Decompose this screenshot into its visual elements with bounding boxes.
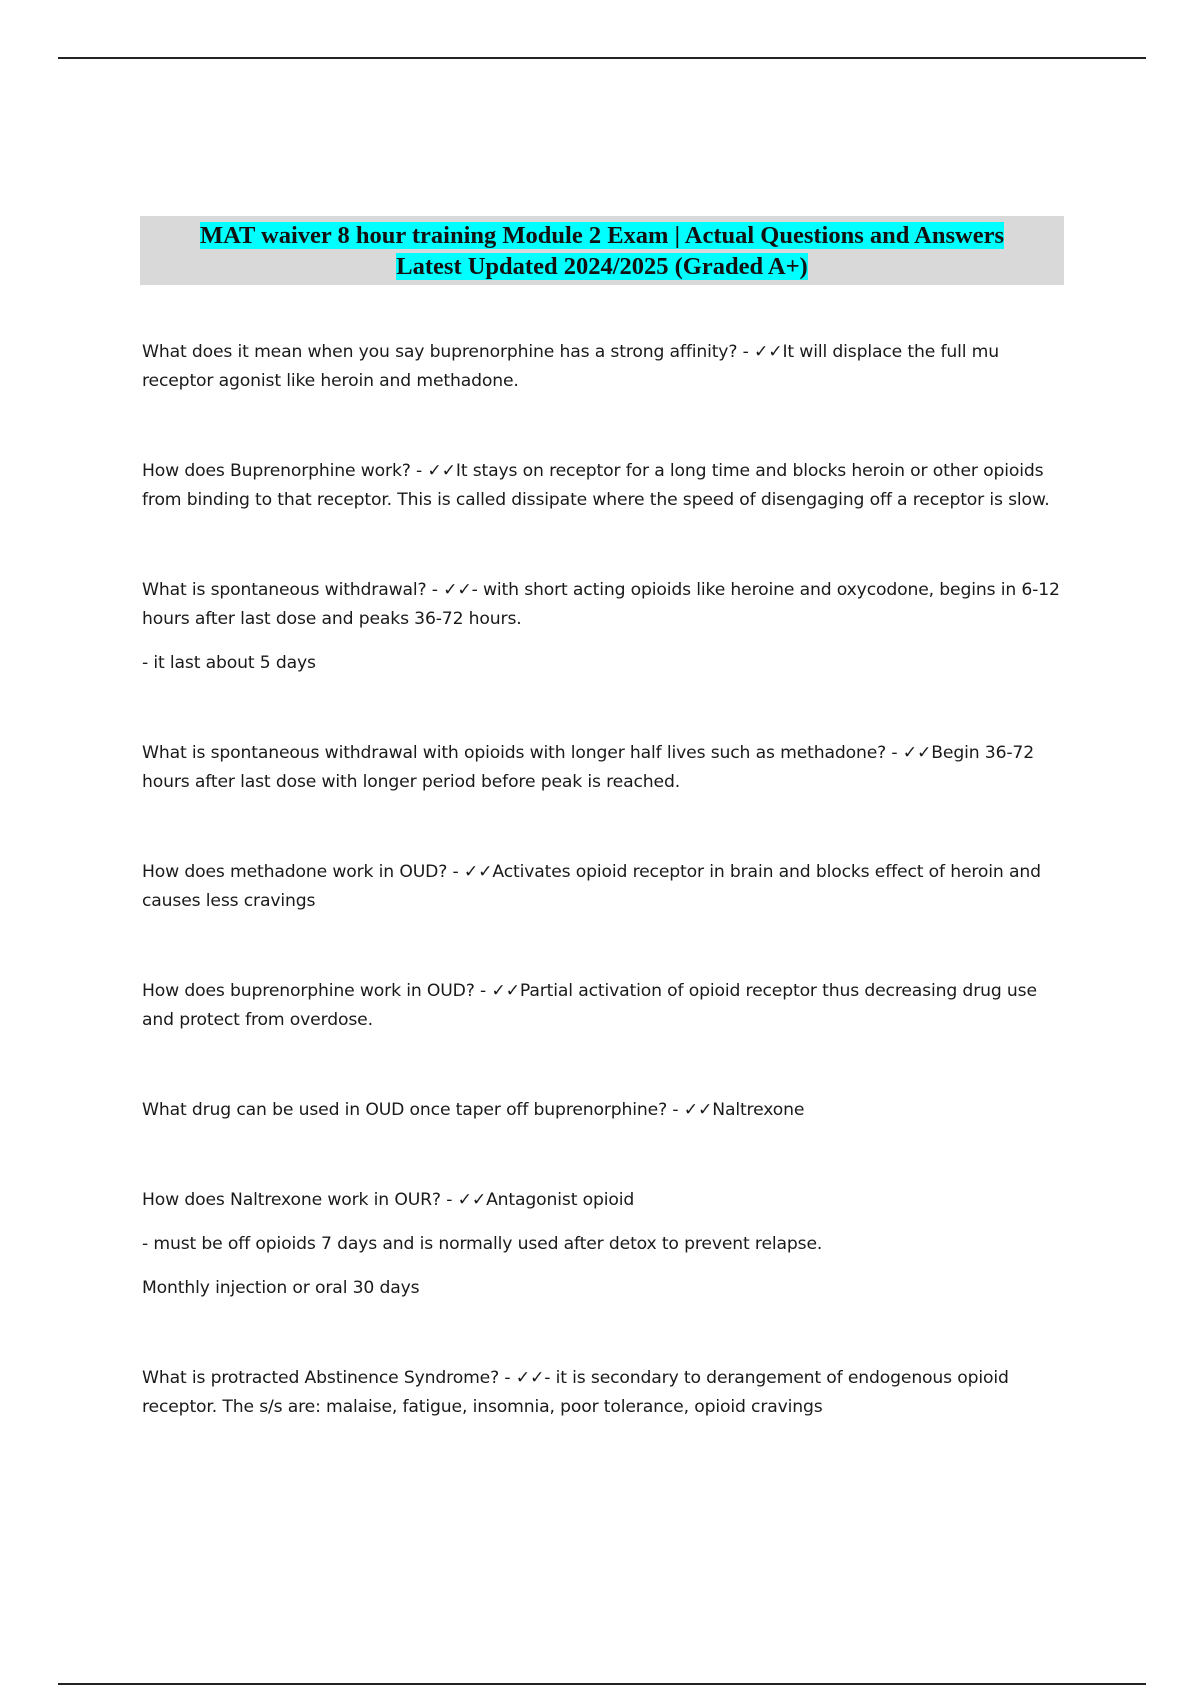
qa-extra-line: Monthly injection or oral 30 days: [142, 1278, 420, 1298]
qa-item: [142, 576, 1072, 678]
bottom-rule: [58, 1683, 1146, 1685]
qa-text: What is spontaneous withdrawal? - ✓✓- with short acting opioids like heroine and oxycodone, begins in 6-12 hours after last dose and peaks 36-72 hours.: [142, 580, 1060, 629]
qa-text: How does Naltrexone work in OUR? - ✓✓Antagonist opioid: [142, 1190, 635, 1210]
qa-extra-line: - must be off opioids 7 days and is normally used after detox to prevent relapse.: [142, 1234, 823, 1254]
title-line-2: Latest Updated 2024/2025 (Graded A+): [396, 253, 808, 280]
qa-extra-line: - it last about 5 days: [142, 653, 316, 673]
qa-text: What drug can be used in OUD once taper off buprenorphine? - ✓✓Naltrexone: [142, 1100, 805, 1120]
qa-text: What is spontaneous withdrawal with opioids with longer half lives such as methadone? - ✓✓Begin 36-72 hours after last dose with longer period before peak is reached.: [142, 743, 1034, 792]
qa-item: [142, 739, 1072, 797]
qa-item: [142, 1096, 1072, 1125]
qa-item: [142, 1186, 1072, 1303]
document-title: [140, 216, 1064, 285]
qa-item: [142, 858, 1072, 916]
title-line-1: MAT waiver 8 hour training Module 2 Exam | Actual Questions and Answers: [200, 222, 1004, 249]
qa-text: What does it mean when you say buprenorphine has a strong affinity? - ✓✓It will displace the full mu receptor agonist like heroin and methadone.: [142, 342, 1000, 391]
qa-item: [142, 338, 1072, 396]
qa-text: How does Buprenorphine work? - ✓✓It stays on receptor for a long time and blocks heroin or other opioids from binding to that receptor. This is called dissipate where the speed of disengaging off a receptor is slow.: [142, 461, 1050, 510]
qa-text: How does buprenorphine work in OUD? - ✓✓Partial activation of opioid receptor thus decreasing drug use and protect from overdose.: [142, 981, 1037, 1030]
qa-item: [142, 977, 1072, 1035]
qa-item: [142, 1364, 1072, 1422]
qa-text: How does methadone work in OUD? - ✓✓Activates opioid receptor in brain and blocks effect of heroin and causes less cravings: [142, 862, 1041, 911]
qa-text: What is protracted Abstinence Syndrome? - ✓✓- it is secondary to derangement of endogenous opioid receptor. The s/s are: malaise, fatigue, insomnia, poor tolerance, opioid cravings: [142, 1368, 1009, 1417]
top-rule: [58, 57, 1146, 59]
qa-list: [142, 338, 1072, 1422]
qa-item: [142, 457, 1072, 515]
